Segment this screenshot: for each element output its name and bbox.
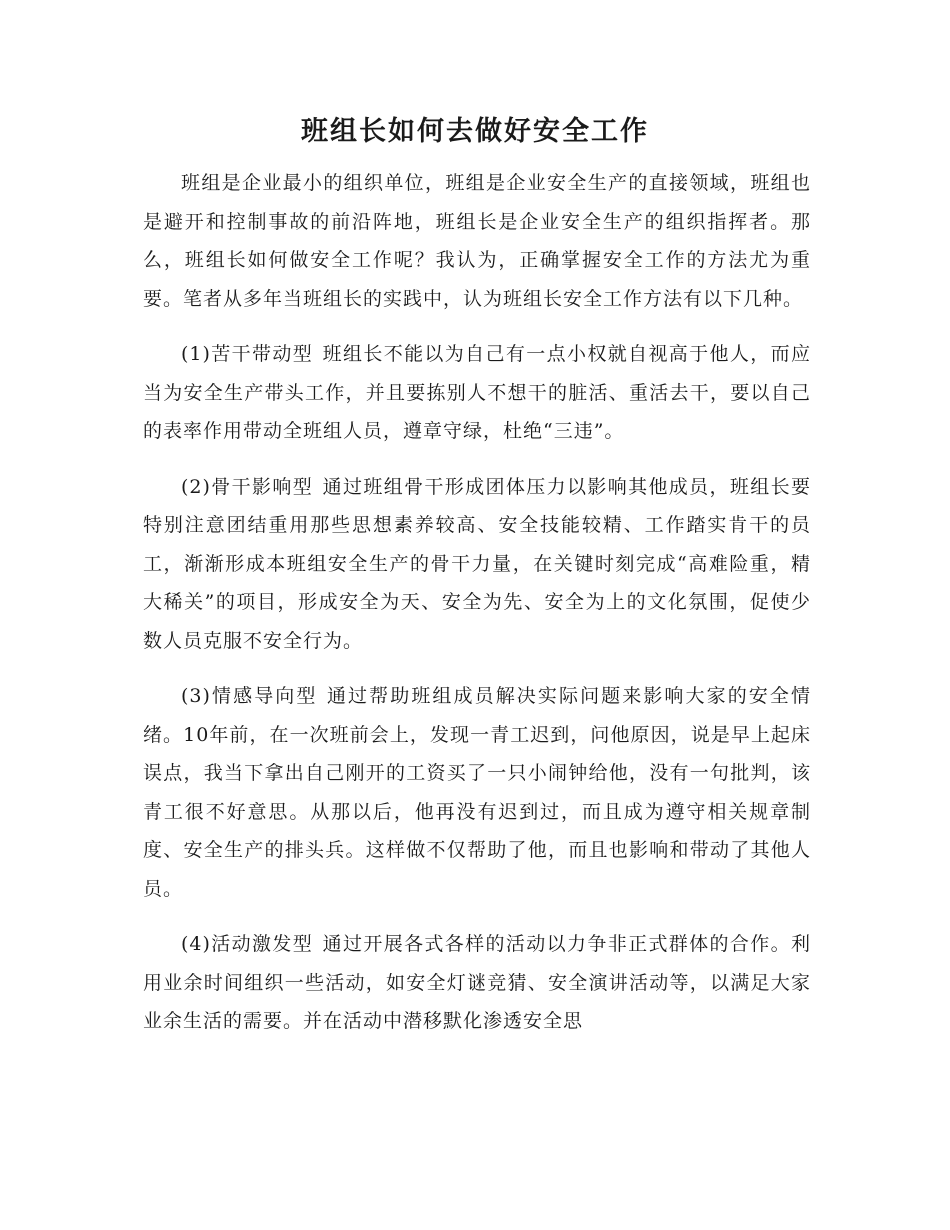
section-label: (1)苦干带动型 bbox=[181, 343, 314, 365]
section-paragraph-3 bbox=[143, 677, 811, 908]
section-paragraph-2 bbox=[143, 468, 811, 661]
section-text: 班组长不能以为自己有一点小权就自视高于他人，而应当为安全生产带头工作，并且要拣别人不想干的脏活、重活去干，要以自己的表率作用带动全班组人员，遵章守绿，杜绝“三违”。 bbox=[143, 343, 811, 442]
section-paragraph-4 bbox=[143, 925, 811, 1041]
intro-paragraph: 班组是企业最小的组织单位，班组是企业安全生产的直接领域，班组也是避开和控制事故的前沿阵地，班组长是企业安全生产的组织指挥者。那么，班组长如何做安全工作呢？我认为，正确掌握安全工作的方法尤为重要。笔者从多年当班组长的实践中，认为班组长安全工作方法有以下几种。 bbox=[143, 172, 811, 310]
section-text: 通过班组骨干形成团体压力以影响其他成员，班组长要特别注意团结重用那些思想素养较高、安全技能较精、工作踏实肯干的员工，渐渐形成本班组安全生产的骨干力量，在关键时刻完成“高难险重，精大稀关”的项目，形成安全为天、安全为先、安全为上的文化氛围，促使少数人员克服不安全行为。 bbox=[143, 475, 811, 652]
section-label: (2)骨干影响型 bbox=[181, 475, 314, 498]
document-title: 班组长如何去做好安全工作 bbox=[301, 116, 649, 147]
document-body bbox=[143, 164, 811, 1041]
section-label: (4)活动激发型 bbox=[181, 933, 314, 955]
section-paragraph-1 bbox=[143, 335, 811, 451]
section-text: 通过开展各式各样的活动以力争非正式群体的合作。利用业余时间组织一些活动，如安全灯谜竞猜、安全演讲活动等，以满足大家业余生活的需要。并在活动中潜移默化渗透安全思 bbox=[143, 933, 811, 1032]
section-label: (3)情感导向型 bbox=[181, 685, 318, 707]
section-text: 通过帮助班组成员解决实际问题来影响大家的安全情绪。10年前，在一次班前会上，发现一青工迟到，问他原因，说是早上起床误点，我当下拿出自己刚开的工资买了一只小闹钟给他，没有一句批判，该青工很不好意思。从那以后，他再没有迟到过，而且成为遵守相关规章制度、安全生产的排头兵。这样做不仅帮助了他，而且也影响和带动了其他人员。 bbox=[143, 685, 811, 900]
